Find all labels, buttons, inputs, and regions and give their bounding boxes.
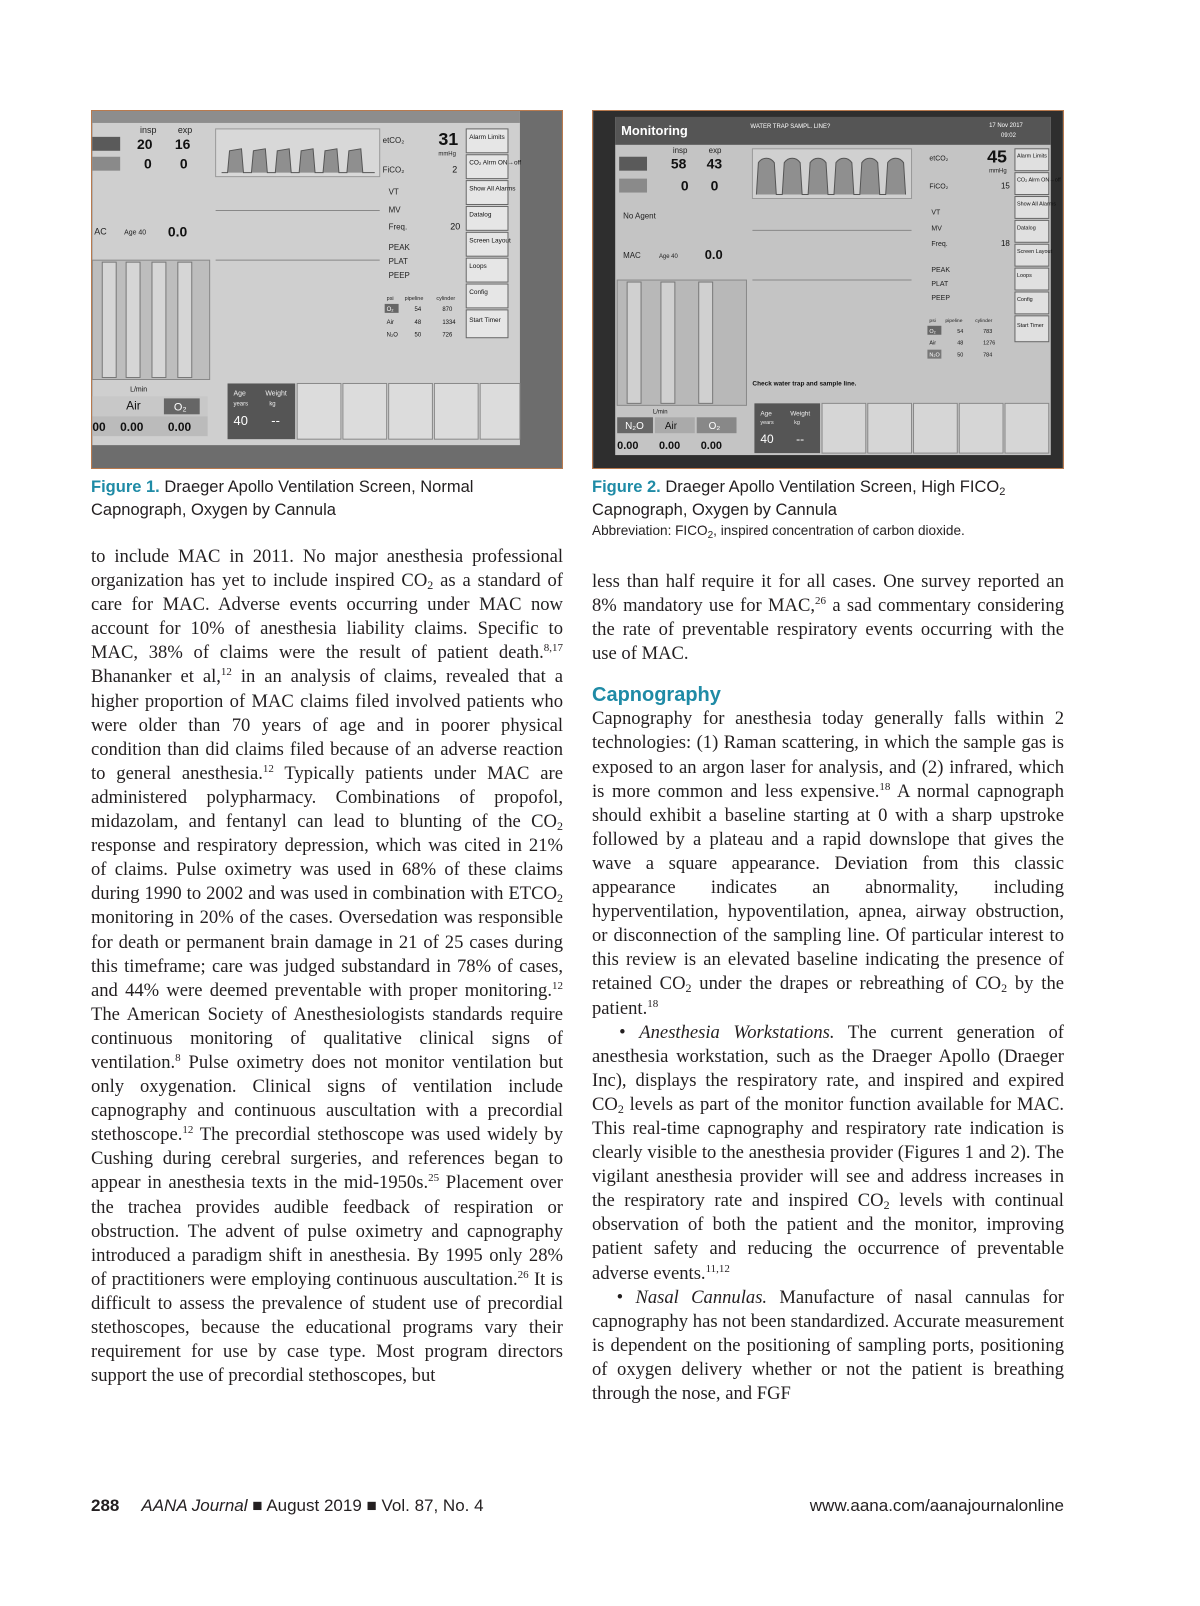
subscript: 2 xyxy=(685,981,692,996)
menu-item-2: Show All Alarms xyxy=(469,185,516,193)
age-value: 40 xyxy=(233,413,248,429)
text-run: levels with continual observation of both the patient and the monitor, improving patient safety and reducing the occurrence of preventable adverse events. xyxy=(592,1190,1064,1284)
freq-value: 18 xyxy=(1001,239,1010,249)
o2-flow-value: 0.00 xyxy=(700,440,722,453)
etco2-value: 31 xyxy=(438,128,459,149)
citation: 26 xyxy=(815,595,827,608)
menu-item-4: Screen Layout xyxy=(469,237,511,245)
issue-date: August 2019 xyxy=(266,1496,362,1515)
subscript: 2 xyxy=(1001,981,1008,996)
menu-item-5: Loops xyxy=(1016,273,1032,280)
page-footer xyxy=(91,1494,1064,1518)
figure-2-abbreviation xyxy=(592,522,1064,539)
menu-item-0: Alarm Limits xyxy=(1016,153,1047,160)
right-paragraph-1 xyxy=(592,570,1064,666)
menu-item-3: Datalog xyxy=(1016,225,1036,232)
peak-label: PEAK xyxy=(931,267,950,275)
n2o-flow-value: 00 xyxy=(92,420,106,435)
text-run: It is difficult to assess the prevalence of student use of precordial stethoscopes, because the educational programs vary their requirement for use by case type. Most program directors support the use of precordial stethoscopes, but xyxy=(91,1268,564,1387)
n2o-label: N₂O xyxy=(625,421,644,433)
left-paragraph xyxy=(91,545,563,1388)
menu-item-7: Start Timer xyxy=(1016,322,1044,329)
citation: 26 xyxy=(517,1268,529,1281)
right-paragraph-3 xyxy=(592,1021,1064,1286)
bullet: • xyxy=(616,1286,624,1308)
gas-row-1-pipeline: 48 xyxy=(957,340,964,347)
insp-label: insp xyxy=(140,124,157,135)
term-anesthesia-workstations: Anesthesia Workstations. xyxy=(639,1021,835,1043)
insp-o2-value: 20 xyxy=(137,135,153,152)
exp-o2-value: 43 xyxy=(706,155,723,172)
gas-header-2: cylinder xyxy=(975,318,993,324)
age-value: 40 xyxy=(760,432,774,447)
weight-value: -- xyxy=(271,413,280,429)
figure-1-monitor xyxy=(92,111,562,468)
gas-header-1: pipeline xyxy=(945,318,963,324)
menu-item-6: Config xyxy=(469,288,488,296)
citation: 12 xyxy=(220,666,232,679)
mmhg-unit: mmHg xyxy=(438,151,456,158)
air-flow-value: 0.00 xyxy=(120,420,144,435)
text-run: The precordial stethoscope was used widely by Cushing during cerebral surgeries, and references began to appear in anesthesia texts in the mid-1950s. xyxy=(91,1124,563,1194)
journal-url[interactable]: www.aana.com/aanajournalonline xyxy=(809,1496,1064,1515)
text-run: Manufacture of nasal cannulas for capnography has not been standardized. Accurate measurement is dependent on the positioning of sampling ports, positioning of oxygen delivery whether or not the patient is breathing through the nose, and FGF xyxy=(592,1286,1065,1404)
etco2-label: etCO₂ xyxy=(382,135,405,145)
text-run: Bhananker et al, xyxy=(91,666,221,688)
separator: ■ xyxy=(361,1496,382,1515)
gas-row-1-cylinder: 1334 xyxy=(442,319,456,326)
bullet: • xyxy=(619,1021,626,1043)
gas-header-0: psi xyxy=(386,295,394,302)
peep-label: PEEP xyxy=(388,271,410,281)
warning-top: WATER TRAP SAMPL. LINE? xyxy=(750,123,831,130)
gas-row-2-cylinder: 726 xyxy=(442,332,453,339)
page-number: 288 xyxy=(91,1496,120,1515)
vt-label: VT xyxy=(388,187,399,197)
figure-1-caption-text: Draeger Apollo Ventilation Screen, Normal Capnograph, Oxygen by Cannula xyxy=(91,478,474,519)
peak-label: PEAK xyxy=(388,243,410,253)
abbr-a: Abbreviation: FICO xyxy=(592,523,708,538)
date: 17 Nov 2017 xyxy=(989,122,1023,129)
air-flow-value: 0.00 xyxy=(658,440,681,453)
text-run: A normal capnograph should exhibit a baseline starting at 0 with a sharp upstroke followed by a plateau and a rapid downslope that gives the wave a square appearance. Deviation from this classic appearance indicates an abnormality, including hyperventilation, hypoventilation, apnea, airway obstruction, or disconnection of the sampling line. Of particular interest to this review is an elevated baseline indicating the presence of retained CO xyxy=(592,780,1064,995)
figure-2-caption xyxy=(592,476,1064,539)
o2-flow-value: 0.00 xyxy=(167,420,192,435)
exp-label: exp xyxy=(177,124,193,135)
text-run: Capnography for anesthesia today generally falls within 2 technologies: (1) Raman scattering, in which the sample gas is exposed to an argon laser for analysis, and (2) infrared, which is more common and less expensive. xyxy=(592,708,1064,802)
peep-label: PEEP xyxy=(931,294,950,302)
flow-label: L/min xyxy=(652,409,668,416)
text-run: levels as part of the monitor function available for MAC. This real-time capnography and respiratory rate indication is clearly visible to the anesthesia provider (Figures 1 and 2). The vigilant anesthesia provider will see and address increases in the respiratory rate and inspired CO xyxy=(592,1093,1064,1212)
o2-label: O₂ xyxy=(173,401,187,414)
text-run: in an analysis of claims, revealed that a higher proportion of MAC claims filed involved patients who were older than 70 years of age and in poorer physical condition than did claims filed because of an adverse reaction to general anesthesia. xyxy=(91,666,564,784)
citation: 12 xyxy=(552,979,563,992)
right-paragraph-2 xyxy=(592,707,1064,1020)
air-label: Air xyxy=(126,398,141,413)
mac-label: AC xyxy=(94,226,107,237)
journal-name: AANA Journal xyxy=(141,1496,248,1515)
mac-value: 0.0 xyxy=(704,247,723,263)
menu-item-4: Screen Layout xyxy=(1016,249,1053,256)
etco2-value: 45 xyxy=(987,146,1007,167)
weight-label: Weight xyxy=(265,390,287,398)
text-run: The current generation of anesthesia workstation, such as the Draeger Apollo (Draeger Inc), displays the respiratory rate, and inspired and expired CO xyxy=(592,1021,1064,1115)
gas-row-1-pipeline: 48 xyxy=(414,319,422,326)
mac-label: MAC xyxy=(623,251,641,261)
figure-2-caption-a: Draeger Apollo Ventilation Screen, High FICO xyxy=(665,478,1000,496)
section-heading-capnography: Capnography xyxy=(592,684,721,707)
figure-2-caption-b: Capnograph, Oxygen by Cannula xyxy=(592,501,837,519)
text-run: to include MAC in 2011. No major anesthesia professional organization has yet to include inspired CO xyxy=(91,546,563,592)
subscript: 2 xyxy=(557,819,563,834)
gas-row-0-name: O₂ xyxy=(929,328,936,335)
flow-label: L/min xyxy=(130,386,148,394)
right-paragraph-4 xyxy=(592,1286,1064,1406)
text-run: less than half require it for all cases. One survey reported an 8% mandatory use for MAC, xyxy=(592,571,1064,617)
right-column xyxy=(592,570,1064,1406)
gas-header-2: cylinder xyxy=(436,295,456,302)
air-label: Air xyxy=(664,421,678,433)
menu-item-7: Start Timer xyxy=(469,316,501,324)
age-label: Age 40 xyxy=(124,229,147,237)
citation: 18 xyxy=(879,780,891,793)
gas-row-2-pipeline: 50 xyxy=(414,332,422,339)
gas-row-2-name: N₂O xyxy=(386,332,398,339)
text-run: Pulse oximetry does not monitor ventilation but only oxygenation. Clinical signs of ventilation include capnography and continuous auscultation with a precordial stethoscope. xyxy=(91,1051,563,1146)
gas-row-0-cylinder: 783 xyxy=(983,328,993,335)
subscript: 2 xyxy=(883,1198,890,1213)
mac-value: 0.0 xyxy=(167,223,188,240)
text-run: Placement over the trachea provides audible feedback of respiration or obstruction. The advent of pulse oximetry and capnography introduced a paradigm shift in anesthesia. By 1995 only 28% of practitioners were employing continuous auscultation. xyxy=(91,1172,563,1290)
fico2-value: 15 xyxy=(1001,181,1010,191)
menu-item-2: Show All Alarms xyxy=(1016,201,1057,208)
fico2-value: 2 xyxy=(452,164,458,175)
abbr-b: , inspired concentration of carbon dioxide. xyxy=(713,523,965,538)
gas-row-0-pipeline: 54 xyxy=(957,328,964,335)
gas-row-2-cylinder: 784 xyxy=(983,352,993,359)
exp-label: exp xyxy=(708,145,722,155)
text-run: The American Society of Anesthesiologists standards require continuous monitoring of qualitative clinical signs of ventilation. xyxy=(91,1003,563,1073)
text-run: response and respiratory depression, which was cited in 21% of claims. Pulse oximetry was used in 68% of these claims during 1990 to 2002 and was used in combination with ETCO xyxy=(91,835,563,905)
age-box-label: Age xyxy=(760,410,772,418)
citation: 25 xyxy=(428,1172,440,1185)
text-run: a sad commentary considering the rate of preventable respiratory events occurring with the use of MAC. xyxy=(592,595,1064,665)
check-water-trap-message: Check water trap and sample line. xyxy=(752,380,857,388)
text-run: as a standard of care for MAC. Adverse events occurring under MAC now account for 10% of anesthesia liability claims. Specific to MAC, 38% of claims were the result of patient death. xyxy=(91,570,563,664)
age-unit: years xyxy=(233,401,249,408)
gas-row-1-name: Air xyxy=(386,319,394,326)
text-run: monitoring in 20% of the cases. Oversedation was responsible for death or permanent brain damage in 21 of 25 cases during this timeframe; care was judged substandard in 78% of cases, and 44% were deemed preventable with proper monitoring. xyxy=(91,907,563,1001)
mv-label: MV xyxy=(931,225,942,233)
insp-o2-value: 58 xyxy=(670,155,687,172)
figure-1-label: Figure 1. xyxy=(91,478,160,496)
weight-unit: kg xyxy=(794,420,800,427)
menu-item-1: CO₂ Alrm ON→off xyxy=(469,159,522,167)
age-box-label: Age xyxy=(233,390,246,398)
insp-n2o-value: 0 xyxy=(680,177,689,194)
mv-label: MV xyxy=(388,205,401,215)
weight-value: -- xyxy=(796,432,805,447)
figure-1-caption xyxy=(91,476,561,522)
citation: 12 xyxy=(182,1124,194,1137)
gas-row-2-name: N₂O xyxy=(929,352,940,359)
gas-row-1-cylinder: 1276 xyxy=(983,340,996,347)
gas-header-1: pipeline xyxy=(404,295,424,302)
menu-item-6: Config xyxy=(1016,296,1033,303)
freq-label: Freq. xyxy=(931,241,948,249)
freq-value: 20 xyxy=(450,221,461,232)
citation: 8,17 xyxy=(543,642,563,655)
plat-label: PLAT xyxy=(931,281,949,289)
figure-2-caption-sub: 2 xyxy=(999,486,1006,498)
subscript: 2 xyxy=(557,891,563,906)
left-column xyxy=(91,545,563,1388)
gas-row-0-name: O₂ xyxy=(386,306,394,313)
weight-label: Weight xyxy=(790,410,811,418)
abbr-sub: 2 xyxy=(707,530,714,541)
gas-row-2-pipeline: 50 xyxy=(957,352,964,359)
text-run: Typically patients under MAC are administered polypharmacy. Combinations of propofol, midazolam, and fentanyl can lead to blunting of the CO xyxy=(91,762,563,833)
term-nasal-cannulas: Nasal Cannulas. xyxy=(635,1286,768,1308)
gas-row-0-pipeline: 54 xyxy=(414,306,422,313)
figure-1-image xyxy=(91,110,563,469)
figure-2-label: Figure 2. xyxy=(592,478,661,496)
o2-label: O₂ xyxy=(708,421,721,433)
age-unit: years xyxy=(760,420,774,427)
citation: 12 xyxy=(262,762,274,775)
citation: 8 xyxy=(175,1051,181,1064)
exp-o2-value: 16 xyxy=(174,135,191,152)
plat-label: PLAT xyxy=(388,257,408,267)
menu-item-1: CO₂ Alrm ON→off xyxy=(1016,177,1061,184)
vt-label: VT xyxy=(931,209,941,217)
figure-2-monitor xyxy=(593,111,1063,468)
exp-n2o-value: 0 xyxy=(179,155,188,172)
no-agent: No Agent xyxy=(623,211,656,221)
text-run: by the patient. xyxy=(592,973,1064,1019)
mmhg-unit: mmHg xyxy=(989,168,1007,175)
menu-item-5: Loops xyxy=(469,263,487,271)
subscript: 2 xyxy=(427,578,434,593)
menu-item-3: Datalog xyxy=(469,211,492,219)
figure-2-image xyxy=(592,110,1064,469)
citation: 18 xyxy=(647,997,659,1010)
monitor-title: Monitoring xyxy=(621,122,688,138)
gas-header-0: psi xyxy=(929,318,936,324)
separator: ■ xyxy=(247,1496,267,1515)
insp-label: insp xyxy=(672,145,688,155)
age-label: Age 40 xyxy=(658,254,678,261)
fico2-label: FiCO₂ xyxy=(382,165,405,175)
weight-unit: kg xyxy=(269,401,276,408)
gas-row-0-cylinder: 870 xyxy=(442,306,453,313)
fico2-label: FiCO₂ xyxy=(929,183,949,191)
exp-n2o-value: 0 xyxy=(710,177,719,194)
n2o-flow-value: 0.00 xyxy=(617,440,639,453)
insp-n2o-value: 0 xyxy=(144,155,152,172)
freq-label: Freq. xyxy=(388,222,408,232)
etco2-label: etCO₂ xyxy=(929,155,949,163)
volume: Vol. 87, No. 4 xyxy=(381,1496,484,1515)
gas-row-1-name: Air xyxy=(929,340,937,347)
time: 09:02 xyxy=(1001,132,1016,139)
subscript: 2 xyxy=(617,1101,624,1116)
text-run: under the drapes or rebreathing of CO xyxy=(691,973,1002,995)
citation: 11,12 xyxy=(705,1262,730,1275)
menu-item-0: Alarm Limits xyxy=(469,133,505,141)
